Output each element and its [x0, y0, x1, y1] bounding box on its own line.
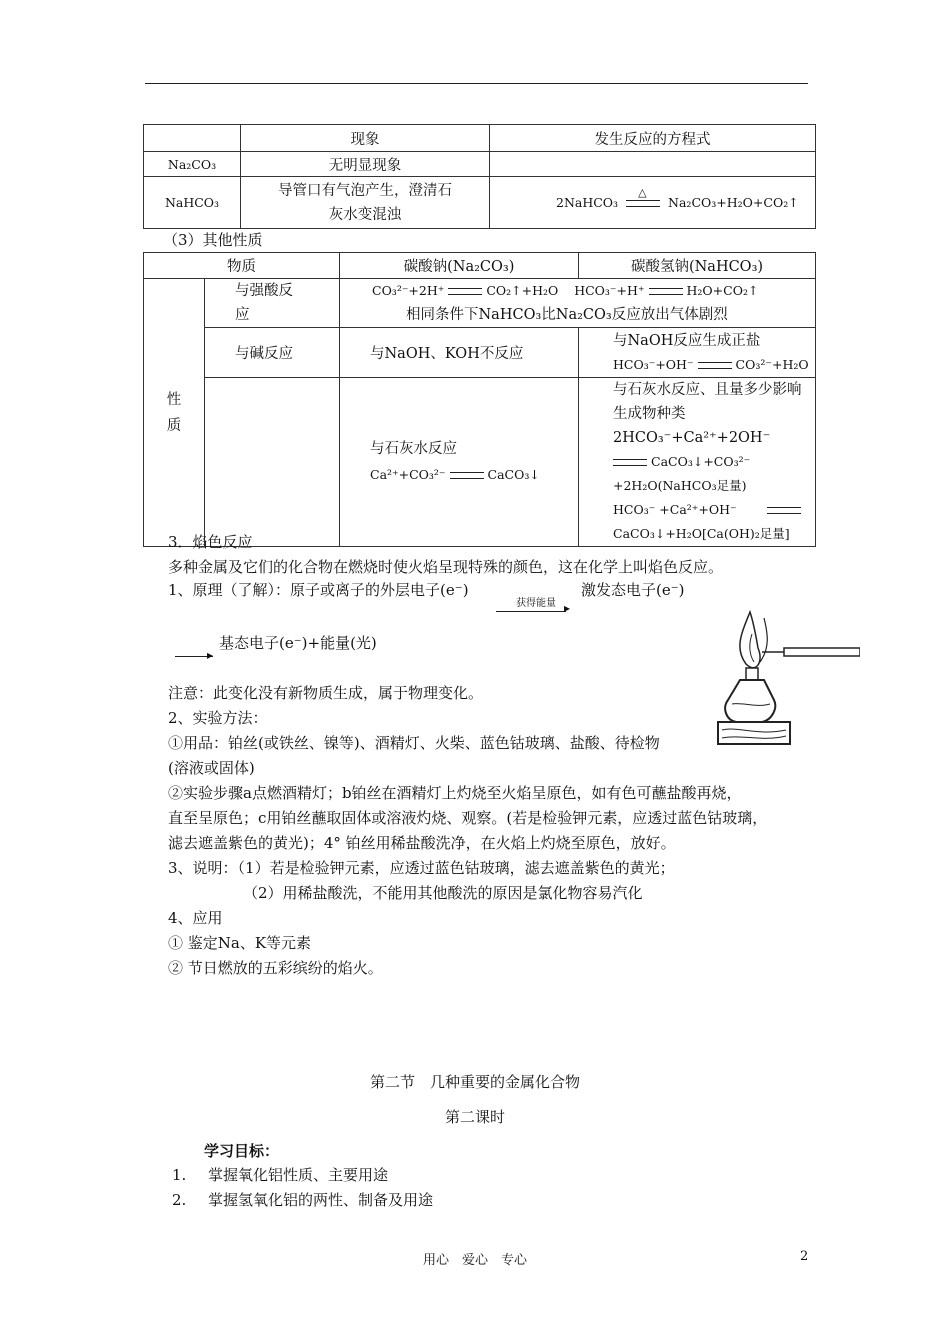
table2-header-substance: 物质: [144, 253, 340, 279]
table1-row2-phenomenon-line1: 导管口有气泡产生，澄清石: [278, 182, 452, 199]
limewater-nahco3-line2: 生成物种类 2HCO₃⁻+Ca²⁺+2OH⁻: [613, 406, 771, 446]
learning-goals-title: 学习目标：: [204, 1142, 280, 1160]
goal-2-number: 2.: [172, 1191, 187, 1209]
flame-title: 3．焰色反应: [168, 533, 253, 551]
flame-application-title: 4、应用: [168, 909, 223, 927]
equals-with-condition: [626, 186, 660, 207]
row-acid-content: [340, 279, 816, 328]
property-label-char2: 质: [166, 417, 182, 434]
table1-row2-phenomenon-line2: 灰水变混浊: [328, 206, 402, 223]
goal-1-number: 1.: [172, 1166, 187, 1184]
table2-property-label: [144, 279, 205, 547]
equation-left: 2NaHCO₃: [556, 195, 619, 210]
equation-right: Na₂CO₃+H₂O+CO₂↑: [668, 195, 799, 210]
acid-label-line1: 与强酸反: [235, 283, 293, 299]
section-other-properties-heading: （3）其他性质: [163, 231, 263, 249]
row-base-label: 与碱反应: [205, 328, 340, 378]
flame-steps-line2: 直至呈原色；c用铂丝蘸取固体或溶液灼烧、观察。(若是检验钾元素，应透过蓝色钴玻璃，: [168, 809, 768, 827]
flame-steps-line1: ②实验步骤a点燃酒精灯；b铂丝在酒精灯上灼烧至火焰呈原色，如有色可蘸盐酸再烧，: [168, 784, 742, 802]
table1-header-blank: [144, 125, 241, 152]
row-acid-label: [205, 279, 340, 328]
limewater-nahco3: [579, 378, 816, 547]
limewater-nahco3-line3: CaCO₃↓+CO₃²⁻: [651, 454, 751, 469]
return-arrow-head: ▸: [207, 648, 214, 662]
limewater-na2co3: [340, 378, 579, 547]
flame-explain-line2: （2）用稀盐酸洗，不能用其他酸洗的原因是氯化物容易汽化: [243, 884, 643, 902]
table1-row1-phenomenon: 无明显现象: [241, 152, 490, 177]
flame-application-1: ① 鉴定Na、K等元素: [168, 934, 312, 952]
goal-2: 掌握氢氧化铝的两性、制备及用途: [208, 1191, 434, 1209]
flame-explain-line1: 3、说明：（1）若是检验钾元素，应透过蓝色钴玻璃，滤去遮盖紫色的黄光；: [168, 859, 675, 877]
flame-principle: 1、原理（了解）：原子或离子的外层电子(e⁻): [168, 581, 469, 599]
table2-header-na2co3: 碳酸钠(Na₂CO₃): [340, 253, 579, 279]
limewater-eq-right: CaCO₃↓: [487, 467, 540, 482]
acid-label-line2: 应: [235, 307, 250, 323]
table-reaction-phenomena: [143, 124, 816, 229]
acid-eq2-right: H₂O+CO₂↑: [686, 283, 759, 298]
flame-items-line1: ①用品：铂丝(或铁丝、镍等)、酒精灯、火柴、蓝色钴玻璃、盐酸、待检物: [168, 734, 660, 752]
base-eq-right: CO₃²⁻+H₂O: [735, 356, 809, 372]
base-nahco3: [579, 328, 816, 378]
acid-equations: [344, 279, 811, 303]
table-other-properties: [143, 252, 816, 547]
acid-eq1-right: CO₂↑+H₂O: [486, 283, 559, 298]
goal-1: 掌握氧化铝性质、主要用途: [208, 1166, 389, 1184]
acid-note: 相同条件下NaHCO₃比Na₂CO₃反应放出气体剧烈: [406, 307, 728, 323]
limewater-nahco3-line5: HCO₃⁻ +Ca²⁺+OH⁻: [613, 502, 737, 517]
acid-eq2-left: HCO₃⁻+H⁺: [574, 283, 645, 298]
property-label-char1: 性: [166, 391, 182, 408]
base-na2co3: 与NaOH、KOH不反应: [340, 328, 579, 378]
table1-row1-substance: Na₂CO₃: [144, 152, 241, 177]
acid-eq1-left: CO₃²⁻+2H⁺: [372, 283, 445, 298]
base-nahco3-line1: 与NaOH反应生成正盐: [613, 332, 761, 349]
header-rule: [145, 83, 808, 84]
table1-row2-substance: NaHCO₃: [144, 177, 241, 229]
flame-intro: 多种金属及它们的化合物在燃烧时使火焰呈现特殊的颜色，这在化学上叫焰色反应。: [168, 558, 724, 576]
heat-condition: △: [638, 186, 647, 199]
table1-header-equation: 发生反应的方程式: [490, 125, 816, 152]
row-limewater-label: [205, 378, 340, 547]
limewater-eq-left: Ca²⁺+CO₃²⁻: [370, 467, 446, 482]
table1-header-phenomenon: 现象: [241, 125, 490, 152]
limewater-nahco3-line6: CaCO₃↓+H₂O[Ca(OH)₂足量]: [613, 526, 790, 541]
table1-row1-equation: [490, 152, 816, 177]
flame-items-line2: (溶液或固体): [168, 759, 255, 777]
flame-ground-state: 基态电子(e⁻)+能量(光): [219, 634, 377, 652]
flame-method-title: 2、实验方法：: [168, 709, 268, 727]
flame-steps-line3: 滤去遮盖紫色的黄光)；4° 铂丝用稀盐酸洗净，在火焰上灼烧至原色，放好。: [168, 834, 676, 852]
table2-header-nahco3: 碳酸氢钠(NaHCO₃): [579, 253, 816, 279]
limewater-nahco3-line4: +2H₂O(NaHCO₃足量): [613, 478, 747, 493]
table1-row2-equation: [490, 177, 816, 229]
footer-motto: 用心 爱心 专心: [422, 1253, 527, 1268]
flame-note: 注意：此变化没有新物质生成，属于物理变化。: [168, 684, 484, 702]
limewater-na2co3-line1: 与石灰水反应: [370, 441, 457, 457]
section-subtitle: 第二课时: [444, 1108, 505, 1126]
table1-row2-phenomenon: [241, 177, 490, 229]
energy-arrow-label: 获得能量: [516, 598, 556, 609]
flame-excited-state: 激发态电子(e⁻): [581, 581, 685, 599]
alcohol-lamp-illustration: [712, 604, 860, 754]
flame-application-2: ② 节日燃放的五彩缤纷的焰火。: [168, 959, 383, 977]
energy-arrow: 获得能量 ▸: [496, 594, 576, 612]
limewater-nahco3-line1: 与石灰水反应、且量多少影响: [613, 382, 802, 398]
page-number: 2: [800, 1249, 809, 1264]
base-eq-left: HCO₃⁻+OH⁻: [613, 356, 694, 372]
section-title: 第二节 几种重要的金属化合物: [369, 1073, 580, 1091]
